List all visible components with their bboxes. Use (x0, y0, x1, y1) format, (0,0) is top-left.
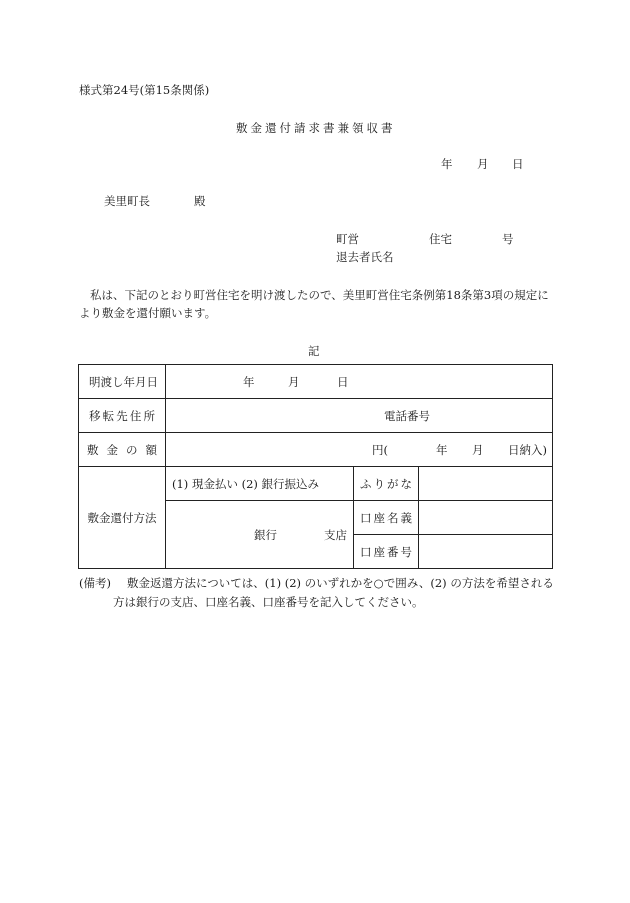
handover-date-row (79, 365, 553, 399)
form-number: 様式第24号(第15条関係) (79, 83, 210, 97)
furigana-field[interactable] (419, 467, 553, 501)
new-address-row (79, 399, 553, 433)
refund-options-text: (1) 現金払い (2) 銀行振込み (172, 477, 320, 491)
page-title: 敷金還付請求書兼領収書 (236, 121, 396, 135)
addressee-honorific: 殿 (194, 194, 206, 208)
deposit-amount-field[interactable] (166, 433, 553, 467)
handover-date-field[interactable] (166, 365, 553, 399)
date-month-label: 月 (477, 157, 489, 171)
account-number-field[interactable] (419, 535, 553, 569)
residence-label: 住宅 (429, 232, 452, 246)
request-table (78, 364, 553, 569)
deposit-month-label: 月 (472, 443, 484, 457)
deposit-day-paid-label: 日納入) (508, 443, 547, 457)
handover-month-label: 月 (288, 375, 300, 389)
bank-label: 銀行 (254, 527, 277, 542)
new-address-label: 移 転 先 住 所 (79, 399, 166, 433)
furigana-label: ふ り が な (354, 467, 419, 501)
remarks-label: (備考) (79, 576, 111, 590)
housing-label: 町営 (336, 232, 359, 246)
date-year-label: 年 (441, 157, 453, 171)
refund-method-label: 敷金還付方法 (79, 467, 166, 569)
yen-label: 円( (372, 443, 388, 457)
handover-day-label: 日 (337, 375, 349, 389)
deposit-year-label: 年 (436, 443, 448, 457)
ki-heading: 記 (308, 344, 320, 358)
date-day-label: 日 (512, 157, 524, 171)
refund-options-cell[interactable] (166, 467, 354, 501)
handover-year-label: 年 (243, 375, 255, 389)
room-number-label: 号 (502, 232, 514, 246)
phone-number-label: 電話番号 (384, 409, 430, 423)
bank-branch-cell[interactable] (166, 501, 354, 569)
remarks-line-2: 方は銀行の支店、口座名義、口座番号を記入してください。 (113, 595, 424, 609)
refund-method-row-1 (79, 467, 553, 501)
deposit-amount-label: 敷 金 の 額 (79, 433, 166, 467)
body-text-line-1: 私は、下記のとおり町営住宅を明け渡したので、美里町営住宅条例第18条第3項の規定に (90, 288, 549, 302)
handover-date-label: 明 渡 し 年 月 日 (79, 365, 166, 399)
applicant-name-label: 退去者氏名 (336, 250, 394, 264)
account-number-label: 口 座 番 号 (354, 535, 419, 569)
deposit-amount-row (79, 433, 553, 467)
remarks-line-1: 敷金返還方法については、(1) (2) のいずれかを○で囲み、(2) の方法を希望される (127, 576, 554, 590)
body-text-line-2: より敷金を還付願います。 (79, 306, 217, 320)
account-name-field[interactable] (419, 501, 553, 535)
new-address-field[interactable] (166, 399, 553, 433)
branch-label: 支店 (324, 527, 347, 542)
addressee-title: 美里町長 (104, 194, 150, 208)
account-name-label: 口 座 名 義 (354, 501, 419, 535)
